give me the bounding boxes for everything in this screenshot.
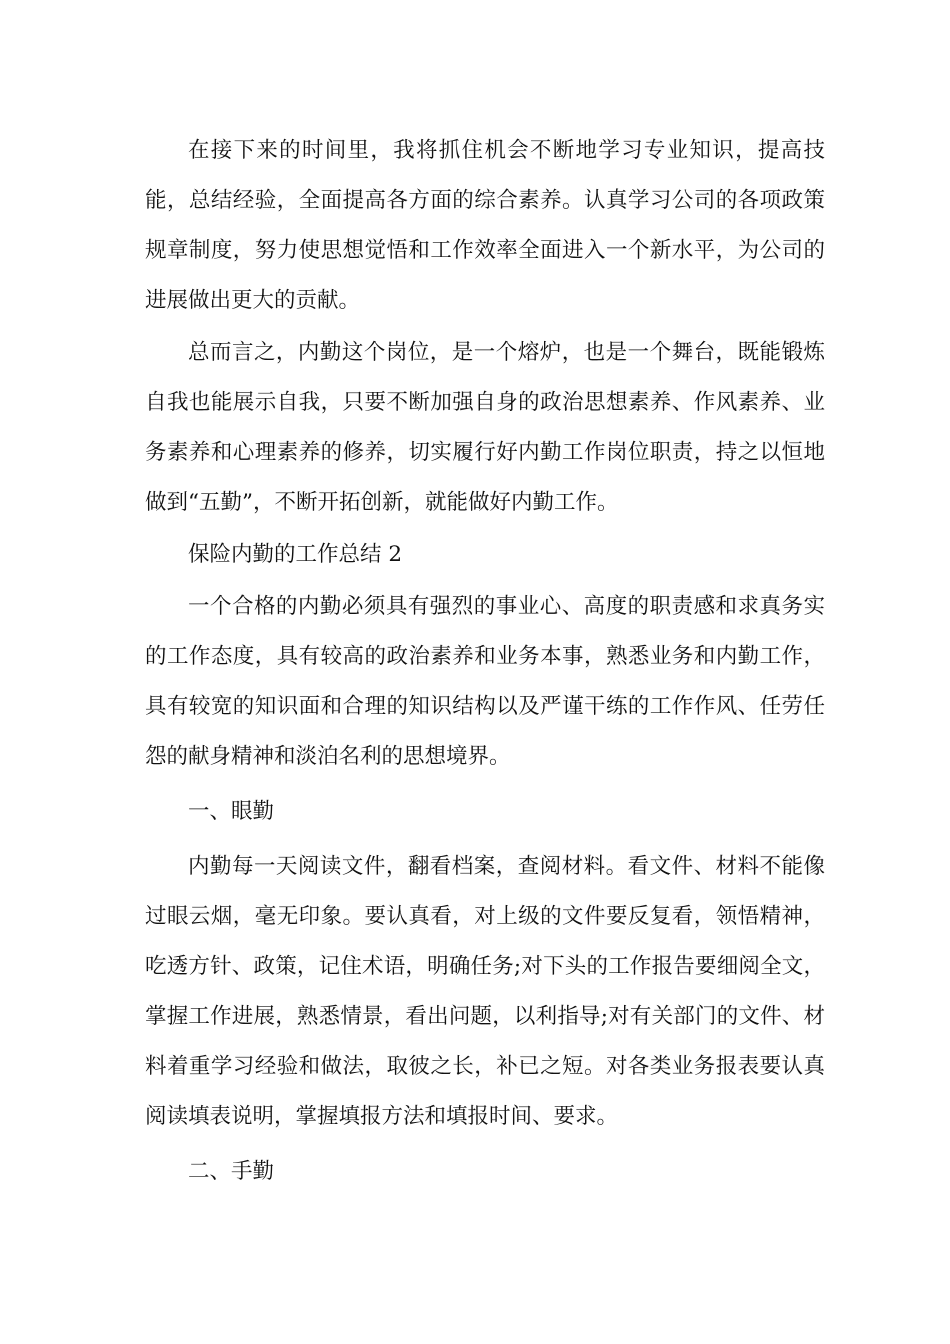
- heading-eye-diligence: 一、眼勤: [188, 799, 275, 824]
- paragraph-eye-diligence: 内勤每一天阅读文件，翻看档案，查阅材料。看文件、材料不能像过眼云烟，毫无印象。要认真看，对上级的文件要反复看，领悟精神，吃透方针、政策，记住术语，明确任务;对下头的工作报告要细阅全文，掌握工作进展，熟悉情景，看出问题，以利指导;对有关部门的文件、材料着重学习经验和做法，取彼之长，补已之短。对各类业务报表要认真阅读填表说明，掌握填报方法和填报时间、要求。: [145, 854, 825, 1129]
- section-title-summary-2: 保险内勤的工作总结 2: [188, 542, 403, 567]
- paragraph-study-plan: 在接下来的时间里，我将抓住机会不断地学习专业知识，提高技能，总结经验，全面提高各方面的综合素养。认真学习公司的各项政策规章制度，努力使思想觉悟和工作效率全面进入一个新水平，为公司的进展做出更大的贡献。: [145, 138, 825, 313]
- heading-hand-diligence: 二、手勤: [188, 1159, 275, 1184]
- paragraph-summary: 总而言之，内勤这个岗位，是一个熔炉，也是一个舞台，既能锻炼自我也能展示自我，只要不断加强自身的政治思想素养、作风素养、业务素养和心理素养的修养，切实履行好内勤工作岗位职责，持之以恒地做到“五勤”，不断开拓创新，就能做好内勤工作。: [145, 340, 825, 515]
- document-body: [145, 126, 825, 1197]
- paragraph-qualified-staff: 一个合格的内勤必须具有强烈的事业心、高度的职责感和求真务实的工作态度，具有较高的政治素养和业务本事，熟悉业务和内勤工作，具有较宽的知识面和合理的知识结构以及严谨干练的工作作风、任劳任怨的献身精神和淡泊名利的思想境界。: [145, 594, 825, 769]
